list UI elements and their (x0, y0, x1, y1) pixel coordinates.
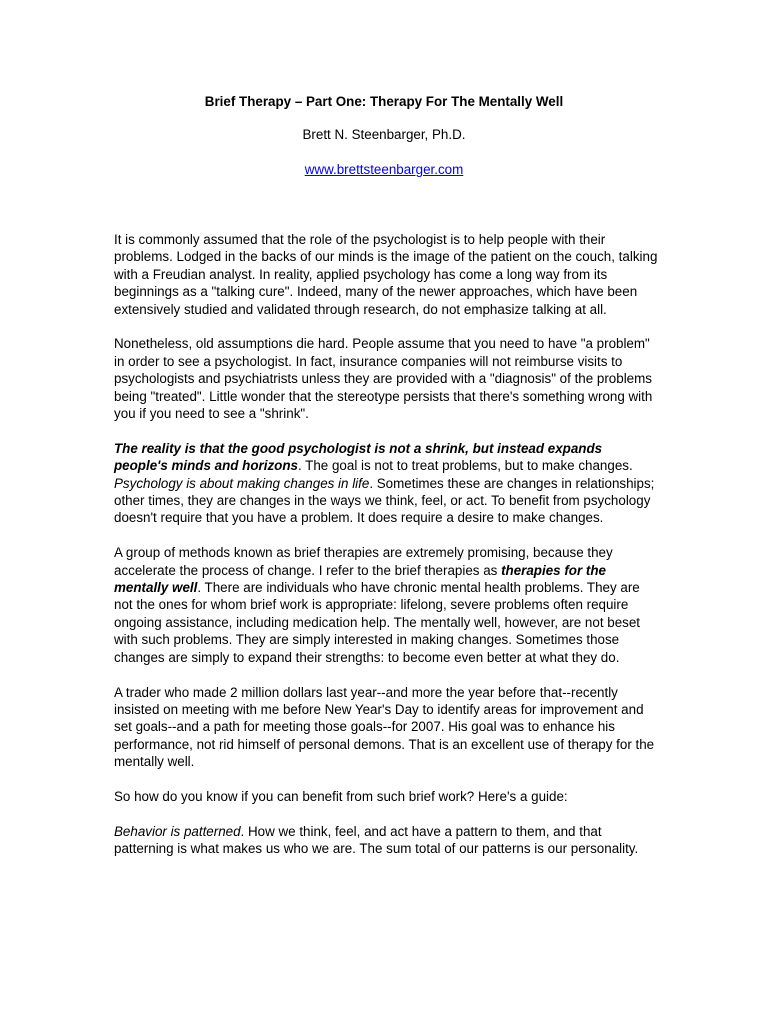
text-run: Psychology is about making changes in life (114, 475, 370, 491)
text-run: So how do you know if you can benefit from such brief work? Here's a guide: (114, 788, 568, 804)
body-paragraph (114, 335, 659, 422)
body-paragraph (114, 684, 659, 771)
body-paragraph (114, 231, 659, 318)
text-run: . Sometimes these are changes in relationships; other times, they are changes in the ways we think, feel, or act. To benefit from psychology doesn't require that you have a problem. It does require a desire to make changes. (114, 475, 655, 526)
website-link[interactable]: www.brettsteenbarger.com (304, 162, 464, 177)
text-run: Behavior is patterned (114, 823, 241, 839)
text-run: It is commonly assumed that the role of the psychologist is to help people with their problems. Lodged in the backs of our minds is the image of the patient on the couch, talking with a Freudian analyst. In reality, applied psychology has come a long way from its beginnings as a "talking cure". Indeed, many of the newer approaches, which have been extensively studied and validated through research, do not emphasize talking at all. (114, 232, 658, 317)
document-body (114, 231, 659, 875)
text-run: . There are individuals who have chronic mental health problems. They are not the ones for whom brief work is appropriate: lifelong, severe problems often require ongoing assistance, including medication help. The mentally well, however, are not beset with such problems. They are simply interested in making changes. Sometimes those changes are simply to expand their strengths: to become even better at what they do. (114, 580, 641, 665)
document-title: Brief Therapy – Part One: Therapy For The Mentally Well (204, 94, 564, 109)
author-name: Brett N. Steenbarger, Ph.D. (302, 127, 466, 142)
text-run: A trader who made 2 million dollars last year--and more the year before that--recently insisted on meeting with me before New Year's Day to identify areas for improvement and set goals--and a path for meeting those goals--for 2007. His goal was to enhance his performance, not rid himself of personal demons. That is an excellent use of therapy for the mentally well. (114, 684, 655, 770)
body-paragraph (114, 544, 659, 666)
text-run: . How we think, feel, and act have a pattern to them, and that patterning is what makes us who we are. The sum total of our patterns is our personality. (114, 823, 639, 857)
text-run: therapies for the mentally well (114, 562, 606, 596)
author-website (0, 161, 768, 178)
body-paragraph (114, 788, 659, 805)
text-run: A group of methods known as brief therapies are extremely promising, because they accelerate the process of change. I refer to the brief therapies as (114, 545, 613, 578)
body-paragraph (114, 440, 659, 527)
body-paragraph (114, 823, 659, 858)
text-run: The reality is that the good psychologist is not a shrink, but instead expands people's minds and horizons (114, 440, 603, 474)
text-run: Nonetheless, old assumptions die hard. People assume that you need to have "a problem" in order to see a psychologist. In fact, insurance companies will not reimburse visits to psychologists and psychiatrists unless they are provided with a "diagnosis" of the problems being "treated". Little wonder that the stereotype persists that there's something wrong with you if you need to see a "shrink". (114, 336, 653, 422)
text-run: . The goal is not to treat problems, but to make changes. (297, 458, 633, 474)
